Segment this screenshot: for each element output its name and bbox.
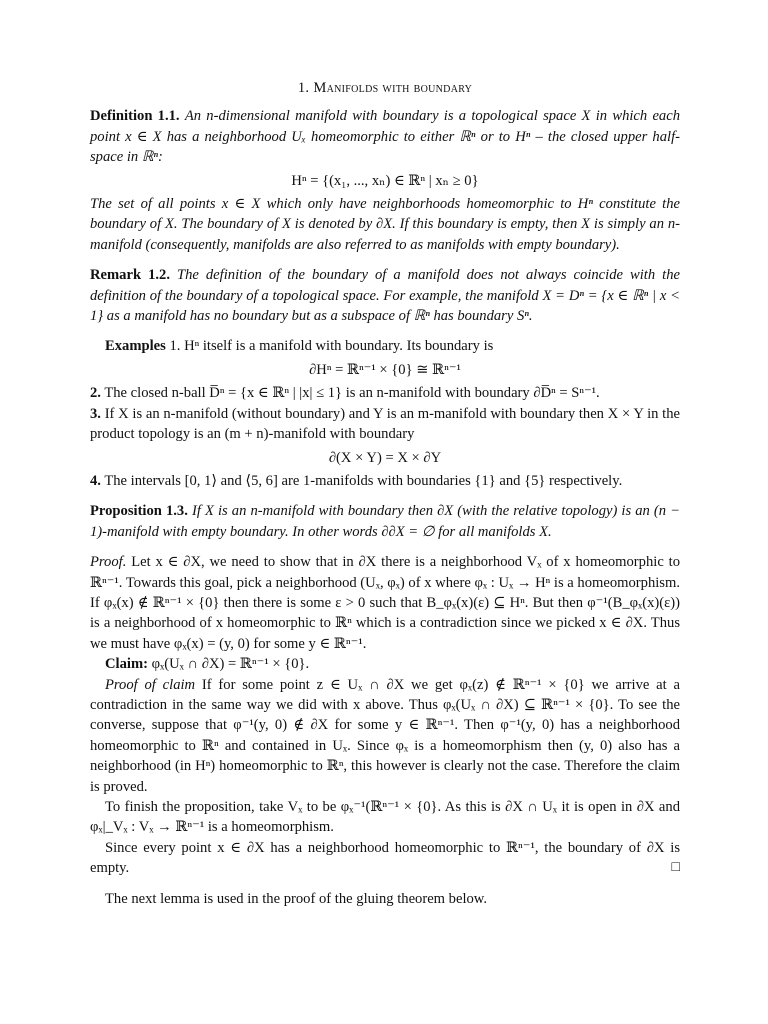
definition-formula: Hⁿ = {(x₁, ..., xₙ) ∈ ℝⁿ | xₙ ≥ 0} bbox=[291, 172, 479, 189]
example-4-text: The intervals [0, 1⟩ and ⟨5, 6] are 1-manifolds with boundaries {1} and {5} respectively. bbox=[104, 472, 623, 489]
proposition-label: Proposition 1.3. bbox=[90, 503, 188, 520]
examples-label: Examples bbox=[105, 338, 166, 355]
remark bbox=[90, 265, 680, 326]
definition bbox=[90, 106, 680, 167]
proof-label: Proof. bbox=[90, 554, 127, 571]
claim-label: Claim: bbox=[105, 656, 148, 673]
example-1-text: 1. Hⁿ itself is a manifold with boundary. Its boundary is bbox=[169, 338, 494, 355]
proof-of-claim-text: If for some point z ∈ Uₓ ∩ ∂X we get φₓ(z) ∉ ℝⁿ⁻¹ × {0} we arrive at a contradiction in the same way we did with x above. Thus φₓ(Uₓ ∩ ∂X) ⊆ ℝⁿ⁻¹ × {0}. To see the converse, suppose that φ⁻¹(y, 0) ∉ ∂X for some y ∈ ℝⁿ⁻¹. Then φ⁻¹(y, 0) has a neighborhood homeomorphic to ℝⁿ and contained in Uₓ. Since φₓ is a homeomorphism then (y, 0) also has a neighborhood (in Hⁿ) homeomorphic to ℝⁿ, this however is clearly not the case. Therefore the claim is proved. bbox=[90, 676, 680, 795]
proof-of-claim bbox=[90, 675, 680, 797]
example-3-formula: ∂(X × Y) = X × ∂Y bbox=[328, 449, 442, 466]
definition-text-2: The set of all points x ∈ X which only have neighborhoods homeomorphic to Hⁿ constitute the boundary of X. The boundary of X is denoted by ∂X. If this boundary is empty, then X is simply an n-manifold (consequently, manifolds are also referred to as manifolds with empty boundary). bbox=[90, 196, 680, 253]
example-4 bbox=[90, 471, 680, 491]
closing-sentence: The next lemma is used in the proof of the gluing theorem below. bbox=[105, 890, 488, 907]
example-1 bbox=[90, 336, 680, 356]
example-3-num: 3. bbox=[90, 405, 101, 422]
section-title: 1. Manifolds with boundary bbox=[297, 80, 473, 96]
claim bbox=[90, 654, 680, 674]
example-2-num: 2. bbox=[90, 385, 101, 402]
proposition-text: If X is an n-manifold with boundary then ∂X (with the relative topology) is an (n − 1)-manifold with empty boundary. In other words ∂∂X = ∅ for all manifolds X. bbox=[90, 503, 681, 540]
remark-text: The definition of the boundary of a manifold does not always coincide with the definition of the boundary of a topological space. For example, the manifold X = Dⁿ = {x ∈ ℝⁿ | x < 1} as a manifold has no boundary but as a subspace of ℝⁿ has boundary Sⁿ. bbox=[90, 267, 680, 325]
paper-page bbox=[90, 78, 680, 909]
example-4-num: 4. bbox=[90, 472, 101, 489]
example-3 bbox=[90, 404, 680, 445]
example-2-text: The closed n-ball D̅ⁿ = {x ∈ ℝⁿ | |x| ≤ 1} is an n-manifold with boundary ∂D̅ⁿ = Sⁿ⁻¹. bbox=[104, 385, 600, 402]
example-1-formula: ∂Hⁿ = ℝⁿ⁻¹ × {0} ≅ ℝⁿ⁻¹ bbox=[309, 361, 461, 378]
qed-symbol: □ bbox=[671, 860, 680, 876]
example-3-text: If X is an n-manifold (without boundary) and Y is an m-manifold with boundary then X × Y in the product topology is an (m + n)-manifold with boundary bbox=[90, 405, 680, 443]
proof-paragraph-3: To finish the proposition, take Vₓ to be φₓ⁻¹(ℝⁿ⁻¹ × {0}. As this is ∂X ∩ Uₓ it is open in ∂X and φₓ|_Vₓ : Vₓ → ℝⁿ⁻¹ is a homeomorphism. bbox=[90, 799, 680, 836]
definition-label: Definition 1.1. bbox=[90, 108, 180, 125]
definition-text: An n-dimensional manifold with boundary is a topological space X in which each point x ∈ X has a neighborhood Uₓ homeomorphic to either ℝⁿ or to Hⁿ – the closed upper half-space in ℝⁿ: bbox=[90, 108, 681, 166]
proof-paragraph-1 bbox=[90, 552, 680, 654]
claim-text: φₓ(Uₓ ∩ ∂X) = ℝⁿ⁻¹ × {0}. bbox=[151, 656, 310, 673]
proof-text-4: Since every point x ∈ ∂X has a neighborhood homeomorphic to ℝⁿ⁻¹, the boundary of ∂X is empty. bbox=[90, 839, 680, 877]
example-2 bbox=[90, 383, 680, 403]
proof-text-1: Let x ∈ ∂X, we need to show that in ∂X there is a neighborhood Vₓ of x homeomorphic to ℝⁿ⁻¹. Towards this goal, pick a neighborhood (Uₓ, φₓ) of x where φₓ : Uₓ → Hⁿ is a homeomorphism. If φₓ(x) ∉ ℝⁿ⁻¹ × {0} then there is some ε > 0 such that B_φₓ(x)(ε) ⊆ Hⁿ. But then φ⁻¹(B_φₓ(x)(ε)) is a neighborhood of x homeomorphic to ℝⁿ which is a contradiction since we picked x ∈ ∂X. Thus we must have φₓ(x) = (y, 0) for some y ∈ ℝⁿ⁻¹. bbox=[90, 554, 680, 652]
proposition bbox=[90, 501, 680, 542]
proof-paragraph-4 bbox=[90, 838, 680, 879]
remark-label: Remark 1.2. bbox=[90, 267, 170, 284]
proof-of-claim-label: Proof of claim bbox=[105, 676, 196, 693]
